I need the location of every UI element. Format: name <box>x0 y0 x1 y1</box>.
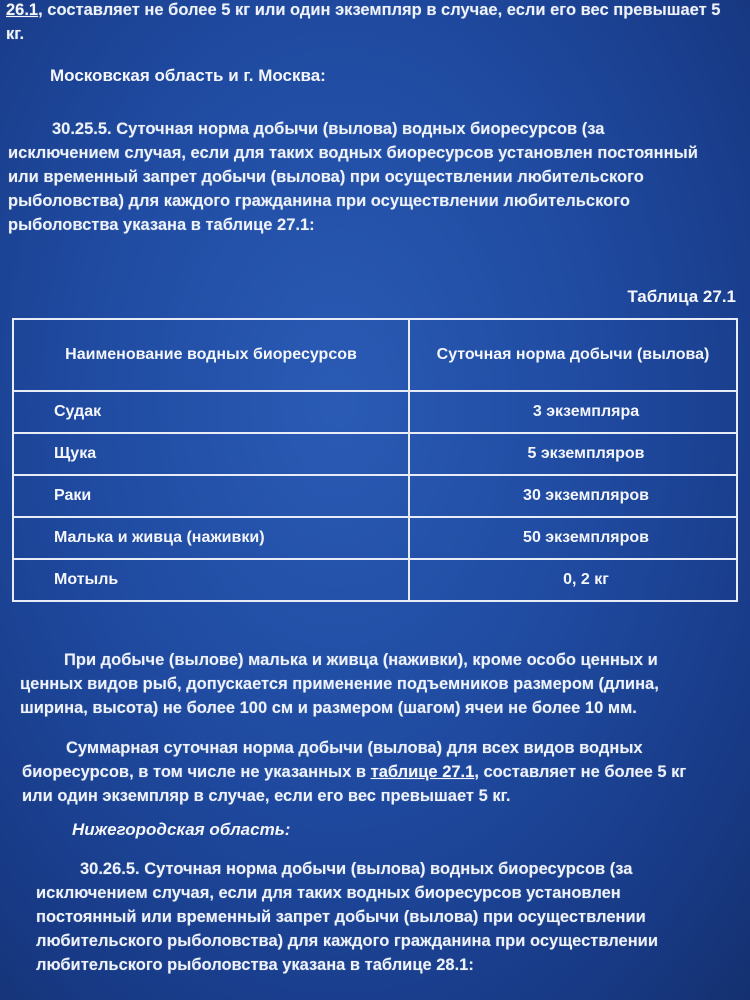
table-header-norm: Суточная норма добычи (вылова) <box>409 319 737 391</box>
section-heading-moscow: Московская область и г. Москва: <box>50 66 326 85</box>
top-fragment-paragraph <box>6 0 726 46</box>
table-cell-norm: 50 экземпляров <box>409 517 737 559</box>
moscow-norm-text: 30.25.5. Суточная норма добычи (вылова) водных биоресурсов (за исключением случая, если для таких водных биоресурсов установлен постоянный или временный запрет добычи (вылова) при осуществлении любительского рыболовства) для каждого гражданина при осуществлении любительского рыболовства указана в таблице 27.1: <box>8 120 698 234</box>
table-row <box>13 475 737 517</box>
section-heading-nizhny: Нижегородская область: <box>72 820 291 839</box>
moscow-norm-paragraph <box>8 117 698 237</box>
top-fragment-text: , составляет не более 5 кг или один экземпляр в случае, если его вес превышает 5 кг. <box>6 1 721 43</box>
table-cell-norm: 30 экземпляров <box>409 475 737 517</box>
table-header-row <box>13 319 737 391</box>
total-norm-text-after: , составляет не более 5 кг или один экземпляр в случае, если его вес превышает 5 кг. <box>22 763 687 805</box>
table-cell-norm: 5 экземпляров <box>409 433 737 475</box>
table-row <box>13 517 737 559</box>
table-header-species: Наименование водных биоресурсов <box>13 319 409 391</box>
table-caption: Таблица 27.1 <box>627 287 736 306</box>
table-cell-species: Судак <box>13 391 409 433</box>
table-row <box>13 391 737 433</box>
total-norm-text-before: Суммарная суточная норма добычи (вылова) для всех видов водных биоресурсов, в том числе не указанных в <box>22 739 643 781</box>
catch-norms-table <box>12 318 738 602</box>
nizhny-norm-paragraph <box>36 857 696 977</box>
table-cell-species: Мотыль <box>13 559 409 601</box>
table-27-1-link[interactable]: таблице 27.1 <box>370 763 475 781</box>
table-cell-species: Малька и живца (наживки) <box>13 517 409 559</box>
lift-net-text: При добыче (вылове) малька и живца (наживки), кроме особо ценных и ценных видов рыб, допускается применение подъемников размером (длина, ширина, высота) не более 100 см и размером (шагом) ячеи не более 10 мм. <box>20 651 659 717</box>
total-norm-paragraph <box>22 736 712 808</box>
table-row <box>13 433 737 475</box>
table-cell-species: Раки <box>13 475 409 517</box>
table-cell-norm: 3 экземпляра <box>409 391 737 433</box>
table-row <box>13 559 737 601</box>
nizhny-norm-text: 30.26.5. Суточная норма добычи (вылова) водных биоресурсов (за исключением случая, если для таких водных биоресурсов установлен постоянный или временный запрет добычи (вылова) при осуществлении любительского рыболовства) для каждого гражданина при осуществлении любительского рыболовства указана в таблице 28.1: <box>36 860 658 974</box>
lift-net-paragraph <box>20 648 710 720</box>
clause-link-26-1[interactable]: 26.1 <box>6 1 39 19</box>
table-cell-norm: 0, 2 кг <box>409 559 737 601</box>
table-cell-species: Щука <box>13 433 409 475</box>
